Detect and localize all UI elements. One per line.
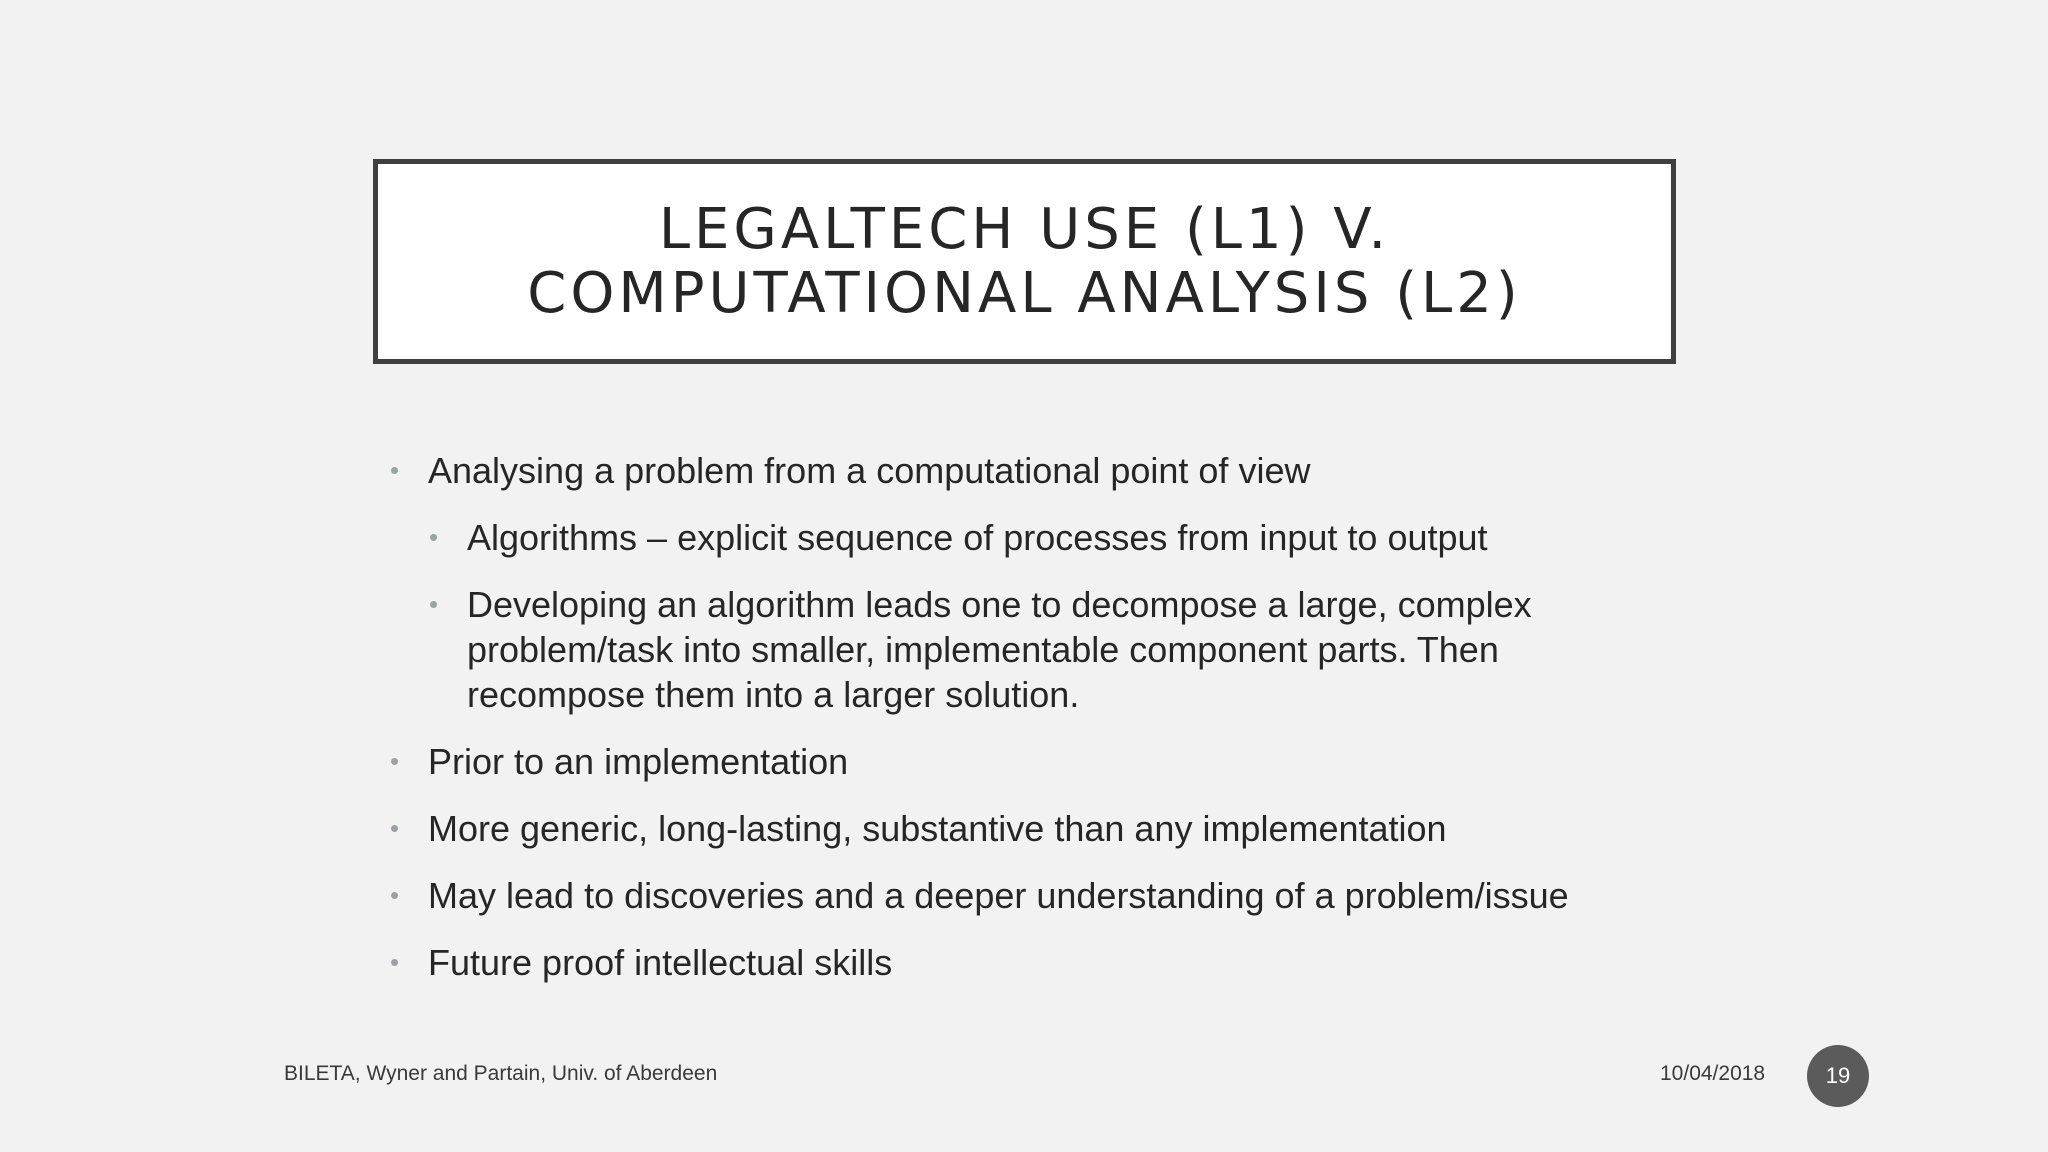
page-number: 19 bbox=[1825, 1063, 1851, 1088]
bullet-dot-icon: • bbox=[429, 522, 439, 552]
bullet-text: Prior to an implementation bbox=[428, 741, 849, 782]
bullet-item bbox=[388, 806, 1668, 851]
bullet-text: Developing an algorithm leads one to decompose a large, complex problem/task into smaller, implementable component parts. Then recompose them into a larger solution. bbox=[467, 584, 1532, 715]
bullet-item bbox=[427, 515, 1668, 560]
bullet-text: May lead to discoveries and a deeper understanding of a problem/issue bbox=[428, 875, 1569, 916]
bullet-dot-icon: • bbox=[390, 880, 400, 910]
bullet-text: More generic, long-lasting, substantive than any implementation bbox=[428, 808, 1447, 849]
bullet-text: Future proof intellectual skills bbox=[428, 942, 893, 983]
bullet-dot-icon: • bbox=[390, 746, 400, 776]
bullet-dot-icon: • bbox=[390, 813, 400, 843]
bullet-item bbox=[388, 739, 1668, 784]
bullet-item bbox=[388, 873, 1668, 918]
slide-title-line-2: COMPUTATIONAL ANALYSIS (L2) bbox=[527, 260, 1522, 326]
page-number-badge bbox=[1807, 1045, 1869, 1107]
bullet-dot-icon: • bbox=[429, 589, 439, 619]
bullet-text: Analysing a problem from a computational point of view bbox=[428, 450, 1311, 491]
footer-date: 10/04/2018 bbox=[1660, 1062, 1766, 1085]
footer-source: BILETA, Wyner and Partain, Univ. of Aberdeen bbox=[284, 1062, 718, 1085]
bullet-item bbox=[388, 940, 1668, 985]
slide-title-line-1: LEGALTECH USE (L1) V. bbox=[658, 196, 1391, 262]
bullet-item bbox=[427, 582, 1668, 717]
bullet-text: Algorithms – explicit sequence of processes from input to output bbox=[467, 517, 1488, 558]
bullet-dot-icon: • bbox=[390, 947, 400, 977]
bullet-item bbox=[388, 448, 1668, 493]
bullet-dot-icon: • bbox=[390, 455, 400, 485]
title-box bbox=[373, 159, 1676, 364]
bullet-list bbox=[388, 448, 1668, 1007]
